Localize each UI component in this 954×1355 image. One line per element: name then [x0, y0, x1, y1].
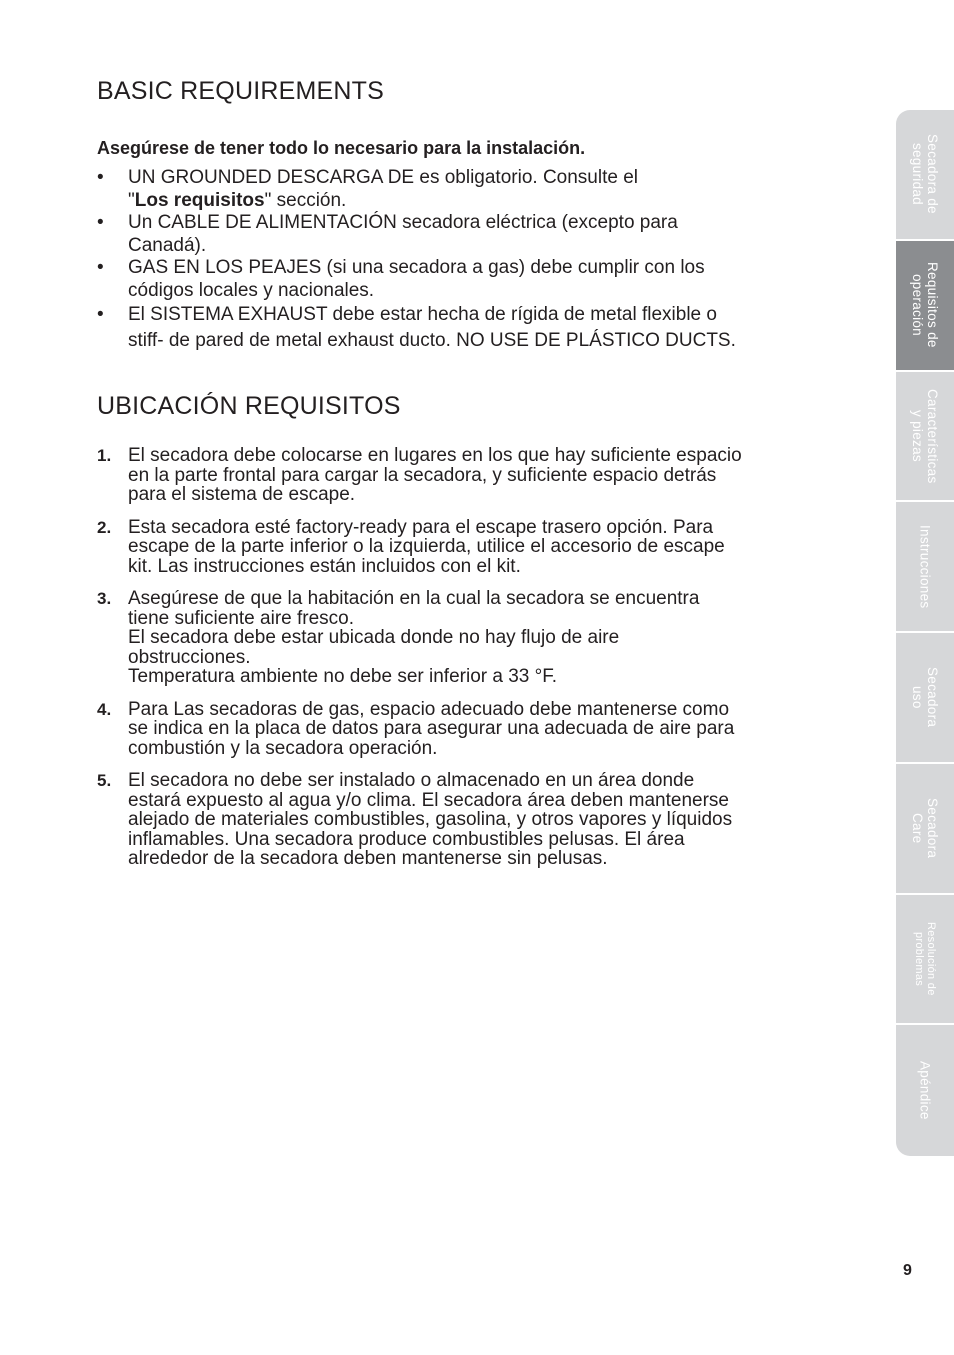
- item-text: kit. Las instrucciones están incluidos con el kit.: [128, 555, 521, 577]
- tab-label: Secadora de seguridad: [910, 134, 940, 215]
- item-number: 4.: [97, 699, 112, 719]
- item-text: combustión y la secadora operación.: [128, 737, 438, 759]
- tab-2[interactable]: [896, 241, 954, 372]
- item-text: estará expuesto al agua y/o clima. El secadora área deben mantenerse: [128, 789, 729, 811]
- item-text: obstrucciones.: [128, 646, 251, 668]
- tab-label: Instrucciones: [917, 524, 933, 609]
- requirements-reference: Los requisitos: [134, 189, 265, 211]
- item-text: Asegúrese de que la habitación en la cual la secadora se encuentra: [128, 588, 700, 609]
- item-number: 5.: [97, 771, 112, 790]
- item-text: en la parte frontal para cargar la secadora, y suficiente espacio detrás: [128, 464, 717, 486]
- item-text: escape de la parte inferior o la izquierda, utilice el accesorio de escape: [128, 536, 725, 557]
- list-item: [97, 771, 867, 869]
- list-item: [97, 700, 867, 759]
- section-tabs: [896, 110, 954, 1156]
- tab-1[interactable]: [896, 110, 954, 241]
- item-number: 2.: [97, 517, 112, 537]
- bullet-icon: •: [97, 212, 104, 233]
- list-item: [97, 446, 867, 505]
- section-title-location-requirements: UBICACIÓN REQUISITOS: [97, 392, 401, 420]
- item-text: para el sistema de escape.: [128, 484, 356, 505]
- list-item: [97, 167, 867, 212]
- item-text: inflamables. Una secadora produce combustibles pelusas. El área: [128, 828, 685, 850]
- list-item: [97, 257, 867, 302]
- basic-requirements-list: [97, 167, 867, 354]
- tab-label: Apéndice: [917, 1061, 933, 1120]
- item-text: se indica en la placa de datos para asegurar una adecuada de aire para: [128, 718, 735, 739]
- bullet-text: El SISTEMA EXHAUST debe estar hecha de rígida de metal flexible o: [128, 304, 717, 325]
- bullet-text: Canadá).: [128, 234, 207, 256]
- quote-open: ": [128, 189, 135, 211]
- bullet-icon: •: [97, 304, 104, 325]
- bullet-icon: •: [97, 257, 104, 278]
- item-text: alrededor de la secadora deben mantenerse sin pelusas.: [128, 848, 608, 869]
- page-number: 9: [903, 1262, 912, 1279]
- bullet-text: " sección.: [264, 189, 347, 211]
- location-requirements-list: [97, 446, 867, 882]
- bullet-icon: •: [97, 167, 104, 188]
- tab-6[interactable]: [896, 764, 954, 895]
- tab-5[interactable]: [896, 633, 954, 764]
- basic-intro: Asegúrese de tener todo lo necesario para la instalación.: [97, 138, 586, 158]
- list-item: [97, 589, 867, 687]
- tab-label: Resolución de problemas: [913, 922, 937, 996]
- tab-label: Secadora Care: [910, 798, 940, 859]
- item-text: El secadora debe estar ubicada donde no hay flujo de aire: [128, 627, 620, 648]
- section-title-basic-requirements: BASIC REQUIREMENTS: [97, 77, 384, 105]
- bullet-text: stiff- de pared de metal exhaust ducto. NO USE DE PLÁSTICO DUCTS.: [128, 330, 736, 351]
- list-item: [97, 212, 867, 257]
- tab-label: Requisitos de operación: [910, 262, 940, 348]
- bullet-text: Un CABLE DE ALIMENTACIÓN secadora eléctrica (excepto para: [128, 212, 678, 233]
- item-text: Para Las secadoras de gas, espacio adecuado debe mantenerse como: [128, 698, 730, 720]
- tab-4[interactable]: [896, 502, 954, 633]
- item-number: 3.: [97, 589, 112, 608]
- item-text: Esta secadora esté factory-ready para el escape trasero opción. Para: [128, 516, 714, 538]
- tab-label: Características y piezas: [910, 388, 940, 484]
- tab-3[interactable]: [896, 372, 954, 503]
- item-text: alejado de materiales combustibles, gasolina, y otros vapores y líquidos: [128, 809, 733, 830]
- tab-8[interactable]: [896, 1025, 954, 1156]
- item-text: Temperatura ambiente no debe ser inferior a 33 °F.: [128, 666, 558, 687]
- list-item: [97, 302, 867, 354]
- tab-label: Secadora uso: [910, 667, 940, 728]
- bullet-text: códigos locales y nacionales.: [128, 279, 375, 301]
- item-text: El secadora debe colocarse en lugares en los que hay suficiente espacio: [128, 445, 742, 466]
- item-text: El secadora no debe ser instalado o almacenado en un área donde: [128, 770, 695, 791]
- bullet-text: UN GROUNDED DESCARGA DE es obligatorio. Consulte el: [128, 167, 639, 188]
- tab-7[interactable]: [896, 895, 954, 1026]
- bullet-text: GAS EN LOS PEAJES (si una secadora a gas) debe cumplir con los: [128, 257, 705, 278]
- item-number: 1.: [97, 446, 112, 465]
- list-item: [97, 518, 867, 577]
- item-text: tiene suficiente aire fresco.: [128, 607, 355, 629]
